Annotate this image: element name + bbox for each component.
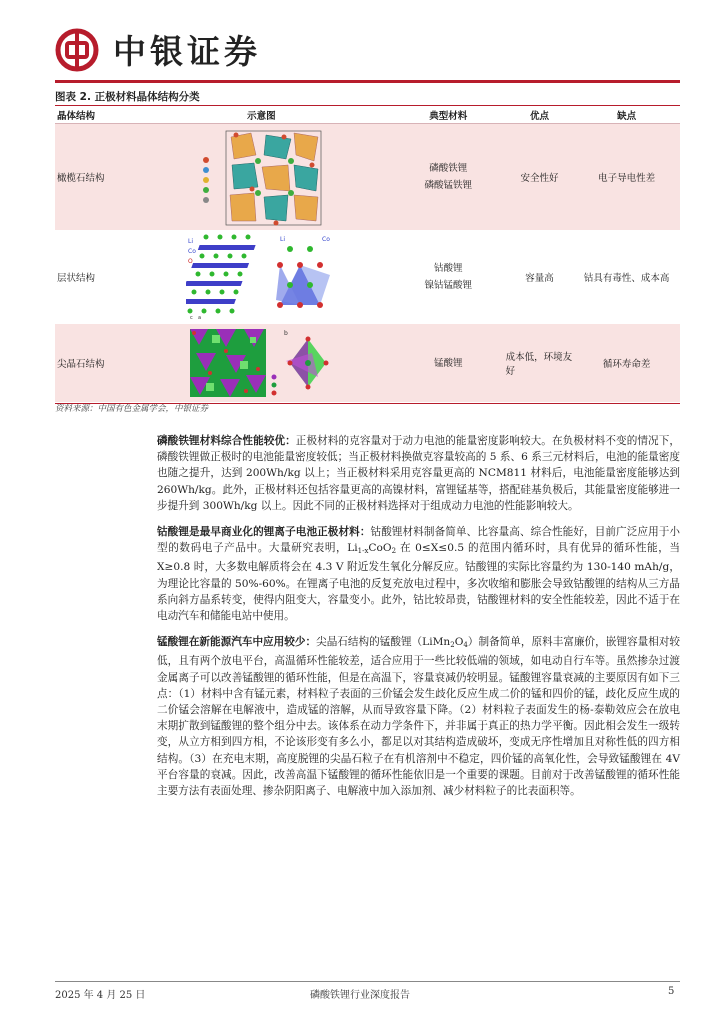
header-structure: 晶体结构 [57,110,96,122]
bank-of-china-logo [55,28,99,72]
label-li: Li [188,238,194,245]
formula-subscript: 2 [391,547,397,556]
figure-source: 资料来源：中国有色金属学会，中银证券 [55,404,209,414]
typical-materials [391,231,506,323]
typical-materials [391,324,506,402]
axis-c: c [190,315,194,321]
report-date: 2025 年 4 月 25 日 [55,990,146,1001]
formula-text: CoO [368,542,392,555]
brand-name: 中银证券 [113,32,261,71]
label-o: O [188,258,194,265]
header-pros: 优点 [529,110,549,122]
material-name: 磷酸铁锂 [429,163,468,174]
page-header [55,22,680,82]
formula-text: O [454,636,464,649]
cons-text: 钴具有毒性、成本高 [583,273,670,284]
material-name: 镍钴锰酸锂 [424,280,472,291]
olivine-diagram [132,124,391,230]
header-materials: 典型材料 [429,110,468,122]
layered-structure-image [186,233,336,321]
paragraph-text: 尖晶石结构的锰酸锂（LiMn [316,636,451,649]
table-header [55,105,680,124]
formula-subscript: 4 [463,641,468,650]
report-title: 磷酸铁锂行业深度报告 [310,990,410,1001]
olivine-structure-image [196,125,326,229]
label-li-2: Li [280,236,286,243]
header-divider [55,80,680,83]
structure-name: 尖晶石结构 [57,359,105,370]
header-diagram: 示意图 [247,110,276,122]
typical-materials [391,124,506,230]
axis-a: a [198,315,202,321]
pros-text: 容量高 [525,273,554,284]
structure-name: 层状结构 [57,273,96,284]
footer-divider [55,981,680,982]
paragraph-text: 正极材料的克容量对于动力电池的能量密度影响较大。在负极材料不变的情况下，磷酸铁锂做正极时的电池能量密度较低；当正极材料换做克容量较高的 5 系、6 系三元材料后，电池的能量密度也随之提升，达到 200Wh/kg 以上；当正极材料采用克容量更高的 NCM811 材料后，电池能量密度能够达到 260Wh/kg。此外，正极材料还包括容量更高的高镍材料，富锂锰基等，搭配硅基负极后，其能量密度能够进一步提升到 300Wh/kg 以上。因此不同的正极材料选择对于组成动力电池的性能影响较大。 [157,435,681,512]
label-co-2: Co [322,236,331,243]
formula-subscript: 1-x [357,547,369,556]
paragraph-text: 钴酸锂材料制备简单、比容量高、综合性能好，目前广泛应用于小型的数码电子产品中。大量研究表明，Li [157,526,681,555]
formula-subscript: 2 [450,641,455,650]
spinel-structure-image [186,325,336,401]
label-co: Co [188,248,197,255]
report-body [157,433,680,809]
paragraph-lmo [157,634,680,799]
layered-diagram [132,231,391,323]
structure-name: 橄榄石结构 [57,173,105,184]
paragraph-lfp [157,433,680,514]
paragraph-text: 在 0≤X≤0.5 的范围内循环时，具有优异的循环性能，当 X≥0.8 时，大多数电解质将会在 4.3 V 附近发生氧化分解反应。钴酸锂的实际比容量约为 130-140 mAh/g，为理论比容量的 50%-60%。在锂离子电池的反复充放电过程中，多次收缩和膨胀会导致钴酸锂的结构从三方晶系向斜方晶系转变，使得内阻变大，容量变小。此外，钴比较昂贵，钴酸锂材料的安全性能较差，因此不适于在电动汽车和储能电站中使用。 [157,542,681,623]
material-name: 钴酸锂 [433,263,463,274]
table-row [55,124,680,231]
material-name: 锰酸锂 [433,357,463,369]
material-name: 磷酸锰铁锂 [424,180,472,191]
table-row [55,324,680,403]
table-row [55,231,680,324]
paragraph-lead: 磷酸铁锂材料综合性能较优： [157,435,296,447]
page-number: 5 [668,986,675,997]
cons-text: 循环寿命差 [602,359,651,370]
pros-text: 安全性好 [520,173,559,184]
paragraph-text: ）制备简单，原料丰富廉价，嵌锂容量相对较低，且有两个放电平台，高温循环性能较差，适合应用于一些比较低端的领域，如电动自行车等。虽然掺杂过渡金属离子可以改善锰酸锂的循环性能，但是在高温下，容量衰减仍较明显。锰酸锂容量衰减的主要原因有如下三点：（1）材料中含有锰元素，材料粒子表面的三价锰会发生歧化反应生成二价的锰和四价的锰，歧化反应生成的二价锰会溶解在电解液中，造成锰的溶解，从而导致容量下降。（2）材料粒子表面发生的杨-泰勒效应会在放电末期扩散到锰酸锂的整个组分中去。该体系在动力学条件下，并非属于真正的热力学平衡。因此相会发生一级转变，从立方相到四方相，不论该形变有多么小，都足以对其结构造成破坏，变成无序性增加且对称性低的四方相结构。（3）在充电末期，高度脱锂的尖晶石粒子在有机溶剂中不稳定，四价锰的高氧化性，会导致锰酸锂在 4V 平台容量的衰减。因此，改善高温下锰酸锂的循环性能依旧是一个重要的课题。目前对于改善锰酸锂的循环性能主要方法有表面处理、掺杂阴阳离子、电解液中加入添加剂、减少材料粒子的比表面积等。 [157,636,680,798]
paragraph-lead: 钴酸锂是最早商业化的锂离子电池正极材料： [157,526,371,539]
pros-text: 成本低，环境友好 [505,352,573,377]
paragraph-lco [157,524,680,624]
header-cons: 缺点 [617,110,637,122]
spinel-diagram [132,324,391,402]
crystal-structure-table [55,105,680,404]
cons-text: 电子导电性差 [598,173,656,184]
paragraph-lead: 锰酸锂在新能源汽车中应用较少： [157,636,317,649]
figure-caption: 图表 2. 正极材料晶体结构分类 [55,91,200,103]
label-b: b [284,330,289,337]
